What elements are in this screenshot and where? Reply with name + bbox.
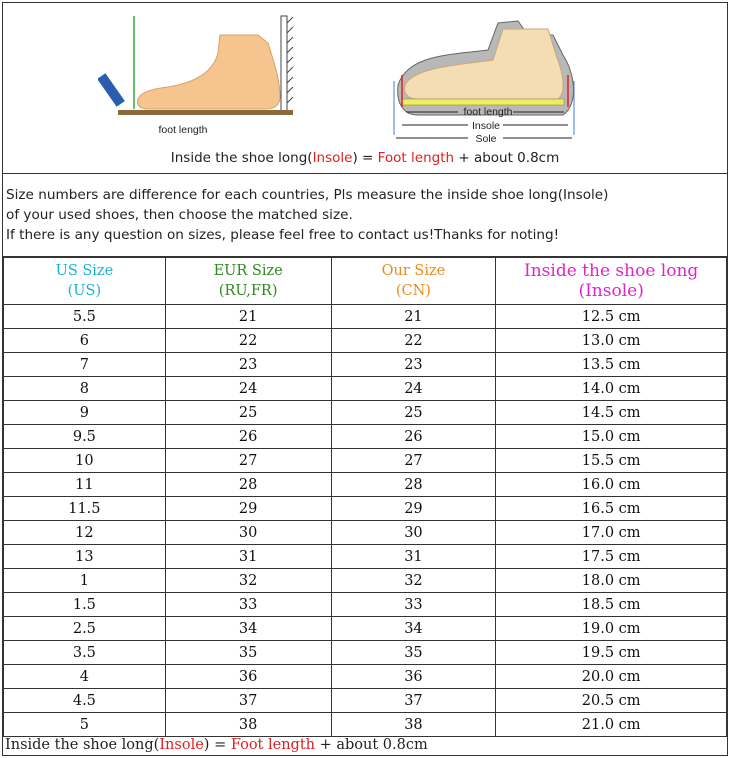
cell-us-size: 4: [4, 665, 166, 689]
cell-eur-size: 21: [165, 305, 331, 329]
cell-eur-size: 35: [165, 641, 331, 665]
cell-our-size: 24: [331, 377, 496, 401]
cell-our-size: 38: [331, 713, 496, 737]
cell-eur-size: 34: [165, 617, 331, 641]
cell-our-size: 29: [331, 497, 496, 521]
table-row: [4, 641, 727, 665]
cell-our-size: 22: [331, 329, 496, 353]
cell-insole-length: 17.0 cm: [496, 521, 727, 545]
shoe-sole-label: Sole: [475, 133, 497, 145]
footer-note: [3, 735, 727, 756]
cell-our-size: 26: [331, 425, 496, 449]
shoe-cross-section-illustration: [388, 15, 588, 145]
table-header-row: [4, 258, 727, 305]
footer-equals: ) =: [203, 737, 231, 753]
note-line: If there is any question on sizes, please feel free to contact us!Thanks for noting!: [6, 227, 560, 243]
cell-us-size: 6: [4, 329, 166, 353]
cell-eur-size: 32: [165, 569, 331, 593]
cell-our-size: 23: [331, 353, 496, 377]
table-row: [4, 617, 727, 641]
footer-foot-length: Foot length: [230, 737, 315, 753]
caption-foot-length: Foot length: [377, 150, 455, 166]
cell-our-size: 31: [331, 545, 496, 569]
table-row: [4, 497, 727, 521]
cell-eur-size: 31: [165, 545, 331, 569]
cell-insole-length: 12.5 cm: [496, 305, 727, 329]
table-row: [4, 425, 727, 449]
cell-us-size: 5: [4, 713, 166, 737]
cell-our-size: 35: [331, 641, 496, 665]
footer-suffix: + about 0.8cm: [315, 737, 428, 753]
cell-us-size: 12: [4, 521, 166, 545]
caption-suffix: + about 0.8cm: [454, 150, 560, 166]
cell-eur-size: 38: [165, 713, 331, 737]
size-chart: [2, 2, 728, 756]
shoe-insole-label: Insole: [471, 120, 501, 132]
cell-eur-size: 26: [165, 425, 331, 449]
foot-length-illustration: [98, 13, 298, 143]
header-us-size: US Size (US): [4, 258, 166, 305]
size-notes: [3, 174, 727, 257]
cell-us-size: 13: [4, 545, 166, 569]
cell-eur-size: 27: [165, 449, 331, 473]
cell-insole-length: 20.0 cm: [496, 665, 727, 689]
table-row: [4, 713, 727, 737]
cell-insole-length: 15.5 cm: [496, 449, 727, 473]
cell-eur-size: 22: [165, 329, 331, 353]
cell-eur-size: 37: [165, 689, 331, 713]
cell-us-size: 8: [4, 377, 166, 401]
cell-eur-size: 23: [165, 353, 331, 377]
cell-insole-length: 17.5 cm: [496, 545, 727, 569]
cell-insole-length: 14.5 cm: [496, 401, 727, 425]
cell-our-size: 37: [331, 689, 496, 713]
cell-our-size: 21: [331, 305, 496, 329]
footer-insole: Insole: [159, 737, 204, 753]
header-our-size: Our Size (CN): [331, 258, 496, 305]
table-row: [4, 593, 727, 617]
size-table: [3, 257, 727, 737]
table-row: [4, 449, 727, 473]
table-row: [4, 401, 727, 425]
caption-insole: Insole: [312, 150, 353, 166]
cell-us-size: 10: [4, 449, 166, 473]
cell-us-size: 1.5: [4, 593, 166, 617]
table-row: [4, 353, 727, 377]
caption-equals: ) =: [352, 150, 378, 166]
foot-length-label: foot length: [158, 124, 208, 136]
header-insole-length: Inside the shoe long (Insole): [496, 258, 727, 305]
cell-insole-length: 16.0 cm: [496, 473, 727, 497]
cell-us-size: 2.5: [4, 617, 166, 641]
cell-us-size: 9.5: [4, 425, 166, 449]
cell-us-size: 5.5: [4, 305, 166, 329]
cell-our-size: 33: [331, 593, 496, 617]
cell-us-size: 3.5: [4, 641, 166, 665]
size-table-body: [4, 305, 727, 737]
cell-us-size: 1: [4, 569, 166, 593]
measurement-figure: [3, 3, 727, 174]
cell-our-size: 25: [331, 401, 496, 425]
table-row: [4, 569, 727, 593]
table-row: [4, 665, 727, 689]
note-line: of your used shoes, then choose the matched size.: [6, 207, 353, 223]
cell-eur-size: 24: [165, 377, 331, 401]
note-line: Size numbers are difference for each countries, Pls measure the inside shoe long(Insole): [6, 187, 609, 203]
table-row: [4, 329, 727, 353]
caption-prefix: Inside the shoe long(: [170, 150, 313, 166]
table-row: [4, 377, 727, 401]
cell-our-size: 34: [331, 617, 496, 641]
cell-us-size: 4.5: [4, 689, 166, 713]
cell-insole-length: 13.0 cm: [496, 329, 727, 353]
cell-our-size: 32: [331, 569, 496, 593]
cell-us-size: 9: [4, 401, 166, 425]
cell-our-size: 28: [331, 473, 496, 497]
cell-insole-length: 18.5 cm: [496, 593, 727, 617]
cell-insole-length: 14.0 cm: [496, 377, 727, 401]
cell-eur-size: 29: [165, 497, 331, 521]
cell-insole-length: 13.5 cm: [496, 353, 727, 377]
cell-eur-size: 28: [165, 473, 331, 497]
cell-us-size: 7: [4, 353, 166, 377]
cell-insole-length: 15.0 cm: [496, 425, 727, 449]
cell-eur-size: 36: [165, 665, 331, 689]
table-row: [4, 689, 727, 713]
figure-caption: [3, 150, 727, 166]
cell-eur-size: 25: [165, 401, 331, 425]
cell-our-size: 27: [331, 449, 496, 473]
shoe-foot-length-label: foot length: [463, 106, 513, 118]
cell-our-size: 36: [331, 665, 496, 689]
cell-eur-size: 30: [165, 521, 331, 545]
table-row: [4, 521, 727, 545]
header-eur-size: EUR Size (RU,FR): [165, 258, 331, 305]
cell-insole-length: 16.5 cm: [496, 497, 727, 521]
cell-us-size: 11.5: [4, 497, 166, 521]
cell-insole-length: 20.5 cm: [496, 689, 727, 713]
cell-eur-size: 33: [165, 593, 331, 617]
table-row: [4, 545, 727, 569]
table-row: [4, 473, 727, 497]
cell-our-size: 30: [331, 521, 496, 545]
cell-us-size: 11: [4, 473, 166, 497]
cell-insole-length: 19.5 cm: [496, 641, 727, 665]
footer-prefix: Inside the shoe long(: [5, 737, 160, 753]
cell-insole-length: 18.0 cm: [496, 569, 727, 593]
table-row: [4, 305, 727, 329]
cell-insole-length: 21.0 cm: [496, 713, 727, 737]
cell-insole-length: 19.0 cm: [496, 617, 727, 641]
